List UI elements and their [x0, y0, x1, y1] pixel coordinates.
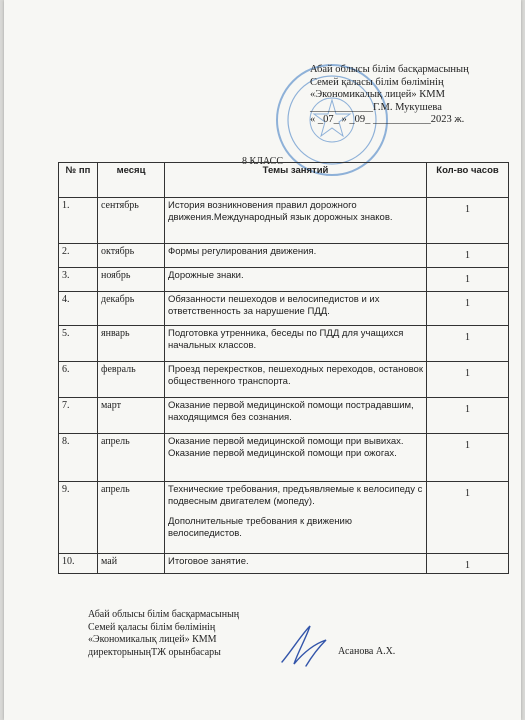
header-month: месяц — [98, 163, 165, 198]
row-number: 9. — [59, 482, 98, 554]
row-topic-part: Дополнительные требования к движению велосипедистов. — [168, 516, 352, 539]
row-month: январь — [98, 326, 165, 362]
schedule-table — [58, 162, 509, 574]
approval-date: « _07_ » _09_ ___________2023 ж. — [310, 114, 465, 125]
footer-line: «Экономикалық лицей» КММ — [88, 634, 217, 645]
row-number: 7. — [59, 398, 98, 434]
row-topic: Проезд перекрестков, пешеходных переходов, остановок общественного транспорта. — [165, 362, 427, 398]
footer-line: Семей қаласы білім бөлімінің — [88, 621, 216, 633]
row-number: 4. — [59, 292, 98, 326]
row-hours: 1 — [427, 198, 509, 244]
row-number: 1. — [59, 198, 98, 244]
table-row — [59, 554, 509, 574]
header-hours: Кол-во часов — [427, 163, 509, 198]
row-hours: 1 — [427, 434, 509, 482]
row-month: декабрь — [98, 292, 165, 326]
row-month: апрель — [98, 482, 165, 554]
footer-line: директорыныңТЖ орынбасары — [88, 646, 221, 658]
row-topic-part: Технические требования, предъявляемые к велосипеду с подвесным двигателем (мопеду). — [168, 484, 423, 507]
table-row — [59, 268, 509, 292]
row-topic — [165, 482, 427, 554]
row-month: февраль — [98, 362, 165, 398]
approval-block — [310, 64, 469, 127]
table-row — [59, 398, 509, 434]
table-row — [59, 244, 509, 268]
row-month: октябрь — [98, 244, 165, 268]
row-hours: 1 — [427, 244, 509, 268]
table-row — [59, 482, 509, 554]
table-row — [59, 326, 509, 362]
row-number: 8. — [59, 434, 98, 482]
approval-line: «Экономикалық лицей» КММ — [310, 89, 445, 100]
row-hours: 1 — [427, 362, 509, 398]
grade-title: 8 КЛАСС — [241, 156, 283, 167]
row-number: 6. — [59, 362, 98, 398]
row-topic: Дорожные знаки. — [165, 268, 427, 292]
row-month: апрель — [98, 434, 165, 482]
approval-signature-line: ____________Г.М. Мукушева — [310, 101, 442, 113]
row-number: 3. — [59, 268, 98, 292]
row-number: 5. — [59, 326, 98, 362]
approval-line: Семей қаласы білім бөлімінің — [310, 76, 444, 88]
row-hours: 1 — [427, 268, 509, 292]
row-topic: Оказание первой медицинской помощи пострадавшим, находящимся без сознания. — [165, 398, 427, 434]
row-hours: 1 — [427, 326, 509, 362]
row-month: март — [98, 398, 165, 434]
row-hours: 1 — [427, 482, 509, 554]
row-month: сентябрь — [98, 198, 165, 244]
row-number: 2. — [59, 244, 98, 268]
footer-line: Абай облысы білім басқармасының — [88, 609, 240, 620]
row-topic: Подготовка утренника, беседы по ПДД для учащихся начальных классов. — [165, 326, 427, 362]
signature-icon — [276, 622, 336, 668]
document-page — [4, 0, 521, 720]
header-topic: Темы занятий — [165, 163, 427, 198]
row-topic: История возникновения правил дорожного движения.Международный язык дорожных знаков. — [165, 198, 427, 244]
table-row — [59, 434, 509, 482]
table-header-row — [59, 163, 509, 198]
row-hours: 1 — [427, 554, 509, 574]
header-number: № пп — [59, 163, 98, 198]
row-topic: Обязанности пешеходов и велосипедистов и их ответственность за нарушение ПДД. — [165, 292, 427, 326]
table-row — [59, 292, 509, 326]
row-hours: 1 — [427, 292, 509, 326]
row-topic: Итоговое занятие. — [165, 554, 427, 574]
row-month: ноябрь — [98, 268, 165, 292]
table-row — [59, 362, 509, 398]
table-row — [59, 198, 509, 244]
row-month: май — [98, 554, 165, 574]
approval-line: Абай облысы білім басқармасының — [310, 64, 469, 75]
row-hours: 1 — [427, 398, 509, 434]
row-number: 10. — [59, 554, 98, 574]
row-topic: Оказание первой медицинской помощи при вывихах. Оказание первой медицинской помощи при ожогах. — [165, 434, 427, 482]
signatory-name: Асанова А.Х. — [338, 646, 396, 657]
row-topic: Формы регулирования движения. — [165, 244, 427, 268]
footer-block — [88, 609, 239, 659]
